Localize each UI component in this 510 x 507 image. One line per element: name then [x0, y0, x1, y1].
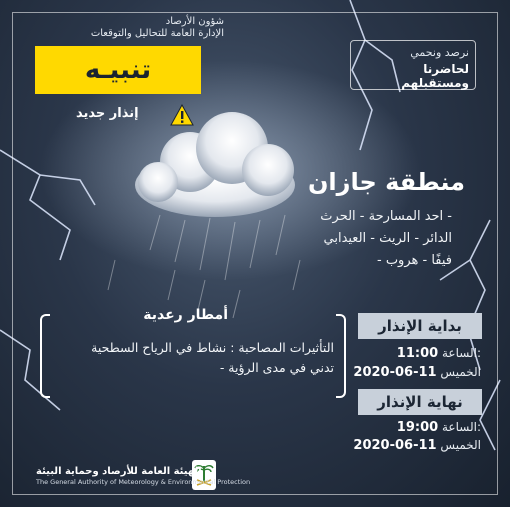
areas-line3: - فيفًا - هروب: [376, 253, 452, 268]
alert-label: تنبيـه: [84, 55, 152, 85]
end-date-value: 2020-06-11: [353, 438, 437, 453]
areas-line2: الدائر - الريث - العيدابي: [323, 231, 452, 246]
slogan-line2: لحاضرنا ومستقبلهم: [401, 62, 469, 90]
warning-start-date: [340, 365, 481, 380]
warning-end-title: نهاية الإنذار: [358, 389, 482, 415]
end-time-value: 19:00: [396, 420, 439, 435]
end-time-label: الساعة:: [442, 420, 481, 434]
affected-areas: [272, 206, 452, 272]
region-title: منطقة جازان: [307, 168, 465, 196]
warning-start-time: [355, 346, 481, 361]
warning-start-title: بداية الإنذار: [358, 313, 482, 339]
alert-label-box: [35, 46, 201, 94]
start-day-label: الخميس: [440, 365, 481, 379]
phenomenon-effects: [44, 338, 334, 378]
warning-end-date: [340, 438, 481, 453]
org-name-arabic: الهيئة العامة للأرصاد وحماية البيئة: [36, 466, 202, 477]
agency-department-line2: الإدارة العامة للتحاليل والتوقعات: [90, 28, 224, 39]
start-time-label: الساعة:: [442, 346, 481, 360]
slogan-box: [350, 40, 476, 90]
agency-department-line1: شؤون الأرصاد: [165, 16, 224, 27]
footer-organization: [36, 466, 250, 488]
end-day-label: الخميس: [440, 438, 481, 452]
right-bracket: [336, 314, 346, 398]
start-time-value: 11:00: [396, 346, 439, 361]
warning-triangle-icon: [170, 104, 194, 126]
effects-line2: - تدني في مدى الرؤية: [219, 360, 334, 375]
new-warning-label: إنذار جديد: [76, 106, 139, 121]
slogan-line1: نرصد ونحمي: [410, 46, 469, 59]
start-date-value: 2020-06-11: [353, 365, 437, 380]
areas-line1: احد المسارحة - الحرث -: [320, 209, 452, 224]
org-name-english: The General Authority of Meteorology & Environmental Protection: [36, 478, 251, 486]
effects-line1: التأثيرات المصاحبة : نشاط في الرياح السطحية: [91, 340, 334, 355]
warning-end-time: [355, 420, 481, 435]
phenomenon-title: أمطار رعدية: [143, 307, 228, 323]
